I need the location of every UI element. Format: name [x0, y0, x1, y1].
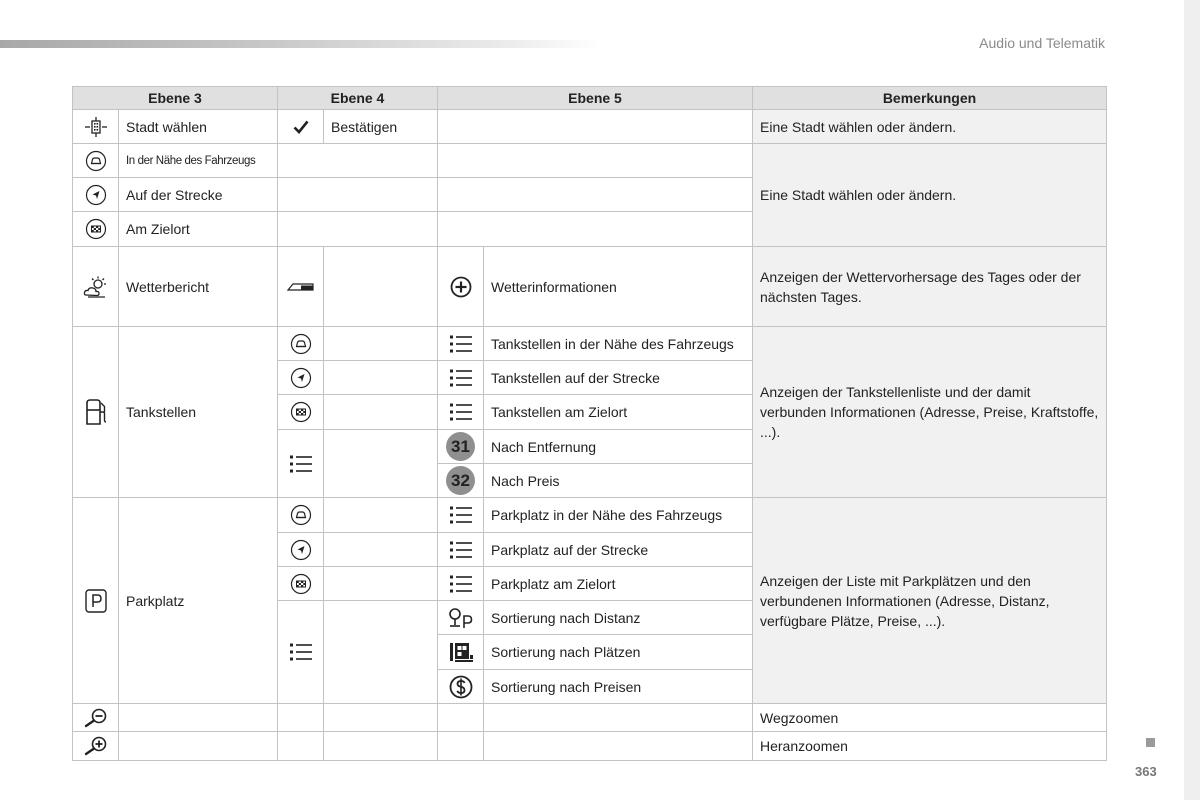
empty-cell	[323, 394, 438, 430]
level3-wetter[interactable]: Wetterbericht	[118, 246, 278, 327]
empty-cell	[437, 177, 753, 212]
header-gradient-bar	[0, 40, 600, 48]
level3-zielort[interactable]: Am Zielort	[118, 211, 278, 247]
remark-zoom-out: Wegzoomen	[752, 703, 1107, 732]
empty-cell	[437, 731, 484, 761]
distance-icon[interactable]	[437, 600, 484, 635]
badge-31[interactable]	[437, 429, 484, 464]
badge-31-label: 31	[446, 432, 475, 461]
empty-cell	[277, 143, 438, 178]
page-edge-strip	[1184, 0, 1200, 800]
car-front-icon[interactable]	[72, 143, 119, 178]
level5-sort-distanz[interactable]: Sortierung nach Distanz	[483, 600, 753, 635]
level5-entfernung[interactable]: Nach Entfernung	[483, 429, 753, 464]
empty-cell	[437, 143, 753, 178]
route-arrow-icon[interactable]	[277, 532, 324, 567]
empty-cell	[323, 566, 438, 601]
empty-cell	[323, 360, 438, 395]
section-title: Audio und Telematik	[979, 35, 1105, 51]
level3-parkplatz[interactable]: Parkplatz	[118, 497, 278, 704]
list-icon[interactable]	[437, 326, 484, 361]
remark-wetter: Anzeigen der Wettervorhersage des Tages oder der nächsten Tages.	[752, 246, 1107, 327]
list-icon[interactable]	[437, 532, 484, 567]
level5-preis[interactable]: Nach Preis	[483, 463, 753, 498]
plus-circle-icon[interactable]	[437, 246, 484, 327]
empty-cell	[118, 703, 278, 732]
level5-tank-naehe[interactable]: Tankstellen in der Nähe des Fahrzeugs	[483, 326, 753, 361]
level5-wetterinfo[interactable]: Wetterinformationen	[483, 246, 753, 327]
remark-zoom-in: Heranzoomen	[752, 731, 1107, 761]
page-number: 363	[1135, 764, 1157, 779]
empty-cell	[277, 703, 324, 732]
zoom-in-icon[interactable]	[72, 731, 119, 761]
remark-stadt: Eine Stadt wählen oder ändern.	[752, 109, 1107, 144]
level5-sort-plaetze[interactable]: Sortierung nach Plätzen	[483, 634, 753, 670]
header-bemerkungen: Bemerkungen	[752, 86, 1107, 110]
badge-32-label: 32	[446, 466, 475, 495]
route-arrow-icon[interactable]	[277, 360, 324, 395]
list-icon[interactable]	[437, 566, 484, 601]
level5-park-naehe[interactable]: Parkplatz in der Nähe des Fahrzeugs	[483, 497, 753, 533]
list-icon[interactable]	[277, 429, 324, 498]
level4-bestaetigen[interactable]: Bestätigen	[323, 109, 438, 144]
parking-icon[interactable]	[72, 497, 119, 704]
empty-cell	[323, 600, 438, 704]
level5-park-strecke[interactable]: Parkplatz auf der Strecke	[483, 532, 753, 567]
empty-cell	[277, 211, 438, 247]
level5-tank-ziel[interactable]: Tankstellen am Zielort	[483, 394, 753, 430]
empty-cell	[483, 731, 753, 761]
empty-cell	[323, 497, 438, 533]
empty-cell	[323, 326, 438, 361]
finish-flag-icon[interactable]	[277, 566, 324, 601]
city-select-icon[interactable]	[72, 109, 119, 144]
empty-cell	[483, 703, 753, 732]
finish-flag-icon[interactable]	[277, 394, 324, 430]
level5-park-ziel[interactable]: Parkplatz am Zielort	[483, 566, 753, 601]
header-ebene5: Ebene 5	[437, 86, 753, 110]
badge-32[interactable]	[437, 463, 484, 498]
slider-icon[interactable]	[277, 246, 324, 327]
header-ebene4: Ebene 4	[277, 86, 438, 110]
empty-cell	[323, 246, 438, 327]
page-marker	[1146, 738, 1155, 747]
empty-cell	[437, 211, 753, 247]
header-ebene3: Ebene 3	[72, 86, 278, 110]
remark-stadt-group: Eine Stadt wählen oder ändern.	[752, 143, 1107, 247]
checkmark-icon[interactable]	[277, 109, 324, 144]
level5-tank-strecke[interactable]: Tankstellen auf der Strecke	[483, 360, 753, 395]
level3-strecke[interactable]: Auf der Strecke	[118, 177, 278, 212]
empty-cell	[118, 731, 278, 761]
zoom-out-icon[interactable]	[72, 703, 119, 732]
empty-cell	[323, 532, 438, 567]
list-icon[interactable]	[437, 394, 484, 430]
empty-cell	[437, 703, 484, 732]
level3-tankstellen[interactable]: Tankstellen	[118, 326, 278, 498]
level5-sort-preisen[interactable]: Sortierung nach Preisen	[483, 669, 753, 704]
fuel-pump-icon[interactable]	[72, 326, 119, 498]
empty-cell	[323, 731, 438, 761]
car-front-icon[interactable]	[277, 497, 324, 533]
places-icon[interactable]	[437, 634, 484, 670]
empty-cell	[323, 429, 438, 498]
level3-stadt[interactable]: Stadt wählen	[118, 109, 278, 144]
remark-tank: Anzeigen der Tankstellenliste und der damit verbunden Informationen (Adresse, Preise, Kraftstoffe, ...).	[752, 326, 1107, 498]
price-icon[interactable]	[437, 669, 484, 704]
list-icon[interactable]	[277, 600, 324, 704]
list-icon[interactable]	[437, 360, 484, 395]
weather-icon[interactable]	[72, 246, 119, 327]
empty-cell	[277, 731, 324, 761]
car-front-icon[interactable]	[277, 326, 324, 361]
list-icon[interactable]	[437, 497, 484, 533]
finish-flag-icon[interactable]	[72, 211, 119, 247]
empty-cell	[323, 703, 438, 732]
empty-cell	[277, 177, 438, 212]
route-arrow-icon[interactable]	[72, 177, 119, 212]
empty-cell	[437, 109, 753, 144]
level3-naehe[interactable]: In der Nähe des Fahrzeugs	[118, 143, 278, 178]
remark-park: Anzeigen der Liste mit Parkplätzen und den verbundenen Informationen (Adresse, Distanz, verfügbare Plätze, Preise, ...).	[752, 497, 1107, 704]
